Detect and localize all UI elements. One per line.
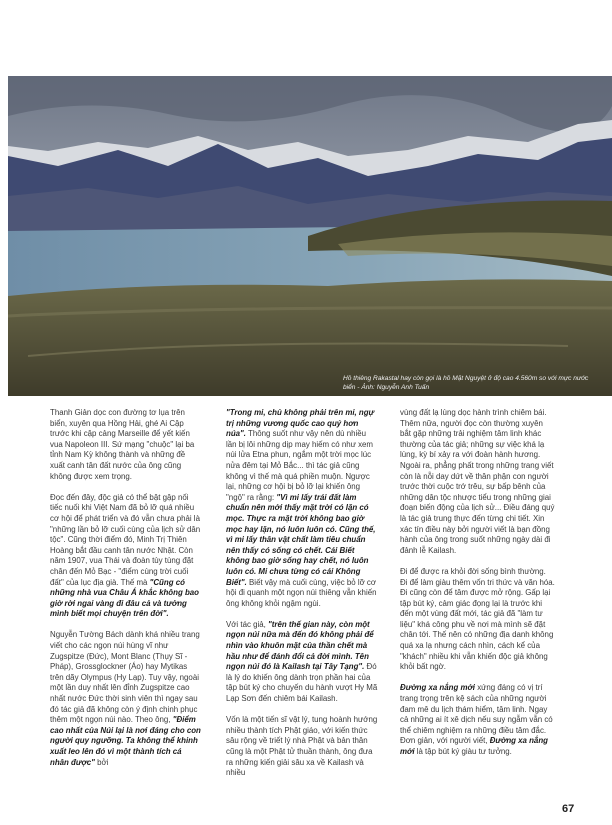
text-column-1: [50, 408, 202, 779]
paragraph: Thanh Giản dọc con đường tơ lụa trên biển, xuyên qua Hồng Hải, ghé Ai Cập trước khi cập cảng Marseille để yết kiến vua Napoleon III. Sứ mạng "chuộc" lại ba tỉnh Nam Kỳ không thành và những đề xuất canh tân đất nước của ông cũng không được xem trọng.: [50, 408, 195, 481]
lake-mountain-image: [8, 76, 612, 396]
paragraph: Đường xa nắng mới xứng đáng có vị trí trang trọng trên kệ sách của những người đam mê du lịch thám hiểm, tâm linh. Ngay cả những ai ít xê dịch nếu suy ngẫm vẫn có thể chiêm nghiệm ra những điều tâm đắc. Đơn giản, với người viết, Đường xa nắng mới là tập bút ký giàu tư tưởng.: [400, 683, 553, 756]
paragraph: Đi để được ra khỏi đời sống bình thường. Đi để làm giàu thêm vốn tri thức và văn hóa. Đi cũng còn để tâm được mở rộng. Gấp lại tập bút ký, cảm giác đọng lại là trước khi đến một vùng đất mới, tác giả đã "làm tư liệu" khá công phu về nơi mà mình sẽ đặt chân tới. Thế nên có những địa danh không quá xa lạ nhưng cách nhìn, cách kể của "khách" nhiều khi vẫn khiến độc giả không khỏi bất ngờ.: [400, 566, 555, 672]
page-number: 67: [562, 803, 575, 815]
paragraph: "Trong mi, chủ không phải trên mi, ngự trị những vương quốc cao quý hơn núa". Thông suốt như vậy nên dù nhiều lần bị lôi những dịp may hiếm có như xem núi lửa Etna phun, ngắm một trời mọc lúc nửa đêm tại Mỏ Bắc... thì tác giả cũng không vì thế mà quá phiền muộn. Ngược lại, những cơ hội bị bỏ lỡ lại khiến ông "ngộ" ra rằng: "Vì mi lấy trái đất làm chuẩn nên mới thấy mặt trời có lặn có mọc. Thực ra mặt trời không bao giờ mọc hay lặn, nó luôn luôn có. Cũng thế, vì mi lấy thân vật chất làm tiêu chuẩn nên thấy có sống có chết. Cái Biết không bao giờ sống hay chết, nó luôn luôn có. Mi chưa từng có cái Không Biết". Biết vậy mà cuối cùng, việc bỏ lỡ cơ hội đi quanh một ngọn núi thiêng vẫn khiến ông không khỏi ngậm ngùi.: [226, 408, 377, 608]
paragraph: Đọc đến đây, độc giả có thể bật gập nối tiếc nuối khi Việt Nam đã bỏ lỡ quá nhiều cơ hội để phát triển và đó vẫn chưa phải là "những lần bỏ lỡ cuối cùng của lịch sử dân tộc". Cũng thời điểm đó, Minh Trị Thiên Hoàng bắt đầu canh tân nước Nhật. Còn năm 1907, vua Thái và đoàn tùy tùng đặt chân đến Mỏ Bạc - "điểm cùng trời cuối đất" của lục địa già. Thế mà "Cũng có những nhà vua Châu Á khắc không bao giờ rời ngai vàng đi đâu cả và tưởng mình biết mọi chuyện trên đời".: [50, 492, 201, 619]
photo-caption: Hồ thiêng Rakastal hay còn gọi là hồ Mặt Nguyệt ở độ cao 4.560m so với mực nước biển - Ảnh: Nguyễn Anh Tuấn: [343, 375, 589, 391]
landscape-photo: [8, 76, 612, 396]
text-column-3: [400, 408, 555, 768]
paragraph: Nguyễn Tường Bách dành khá nhiều trang viết cho các ngọn núi hùng vĩ như Zugspitze (Đức), Mont Blanc (Thụy Sĩ - Pháp), Grossglockner (Áo) hay Mytikas trên dãy Olympus (Hy Lạp). Tuy vậy, ngoài một lần duy nhất lên đỉnh Zugspitze cao nhất nước Đức thời sinh viên thì ngay sau đó tác giả đã không còn ý định chinh phục thêm một ngọn núi nào. Theo ông, "Điểm cao nhất của Núi lại là nơi đáng cho con người quy ngưỡng. Ta không thể khinh xuất leo lên đó vì một thành tích cá nhân được" bởi: [50, 630, 201, 767]
paragraph: Với tác giả, "trên thế gian này, còn một ngọn núi nữa mà đến đó không phải để nhìn vào khuôn mặt của thần chết mà hầu như để đánh đổi cả đời mình. Tên ngọn núi đó là Kailash tại Tây Tạng". Đó là lý do khiến ông dành trọn phần hai của tập bút ký cho chuyến du hành vượt Hy Mã Lạp Sơn đến chiêm bái Kailash.: [226, 619, 378, 704]
paragraph: Vốn là một tiến sĩ vật lý, tung hoành hướng nhiều thành tích Phật giáo, với kiến thức sâu rộng về triết lý nhà Phật và bản thân cũng là một Phật tử thuần thành, ông đưa ra những kiến giải sâu xa về Kailash và nhiều: [226, 715, 378, 778]
text-column-2: [226, 408, 378, 789]
paragraph: vùng đất lạ lùng dọc hành trình chiêm bái. Thêm nữa, người đọc còn thường xuyên bắt gặp những trải nghiệm tâm linh khác thường của tác giả; những sự việc khá lạ lùng, kỳ bí xảy ra với đoàn hành hương. Ngoài ra, phẳng phất trong những trang viết còn là nỗi day dứt về thân phận con người trước thời cuộc trớ trêu, sự bấp bênh của những dân tộc nhược tiểu trong những giai đoạn biến động của lịch sử... Điều đáng quý là tác giả trung thực đến từng chi tiết. Xin xác tín điều này bởi người viết là bạn đồng hành của ông trong suốt những ngày dài đi đảnh lễ Kailash.: [400, 408, 555, 555]
